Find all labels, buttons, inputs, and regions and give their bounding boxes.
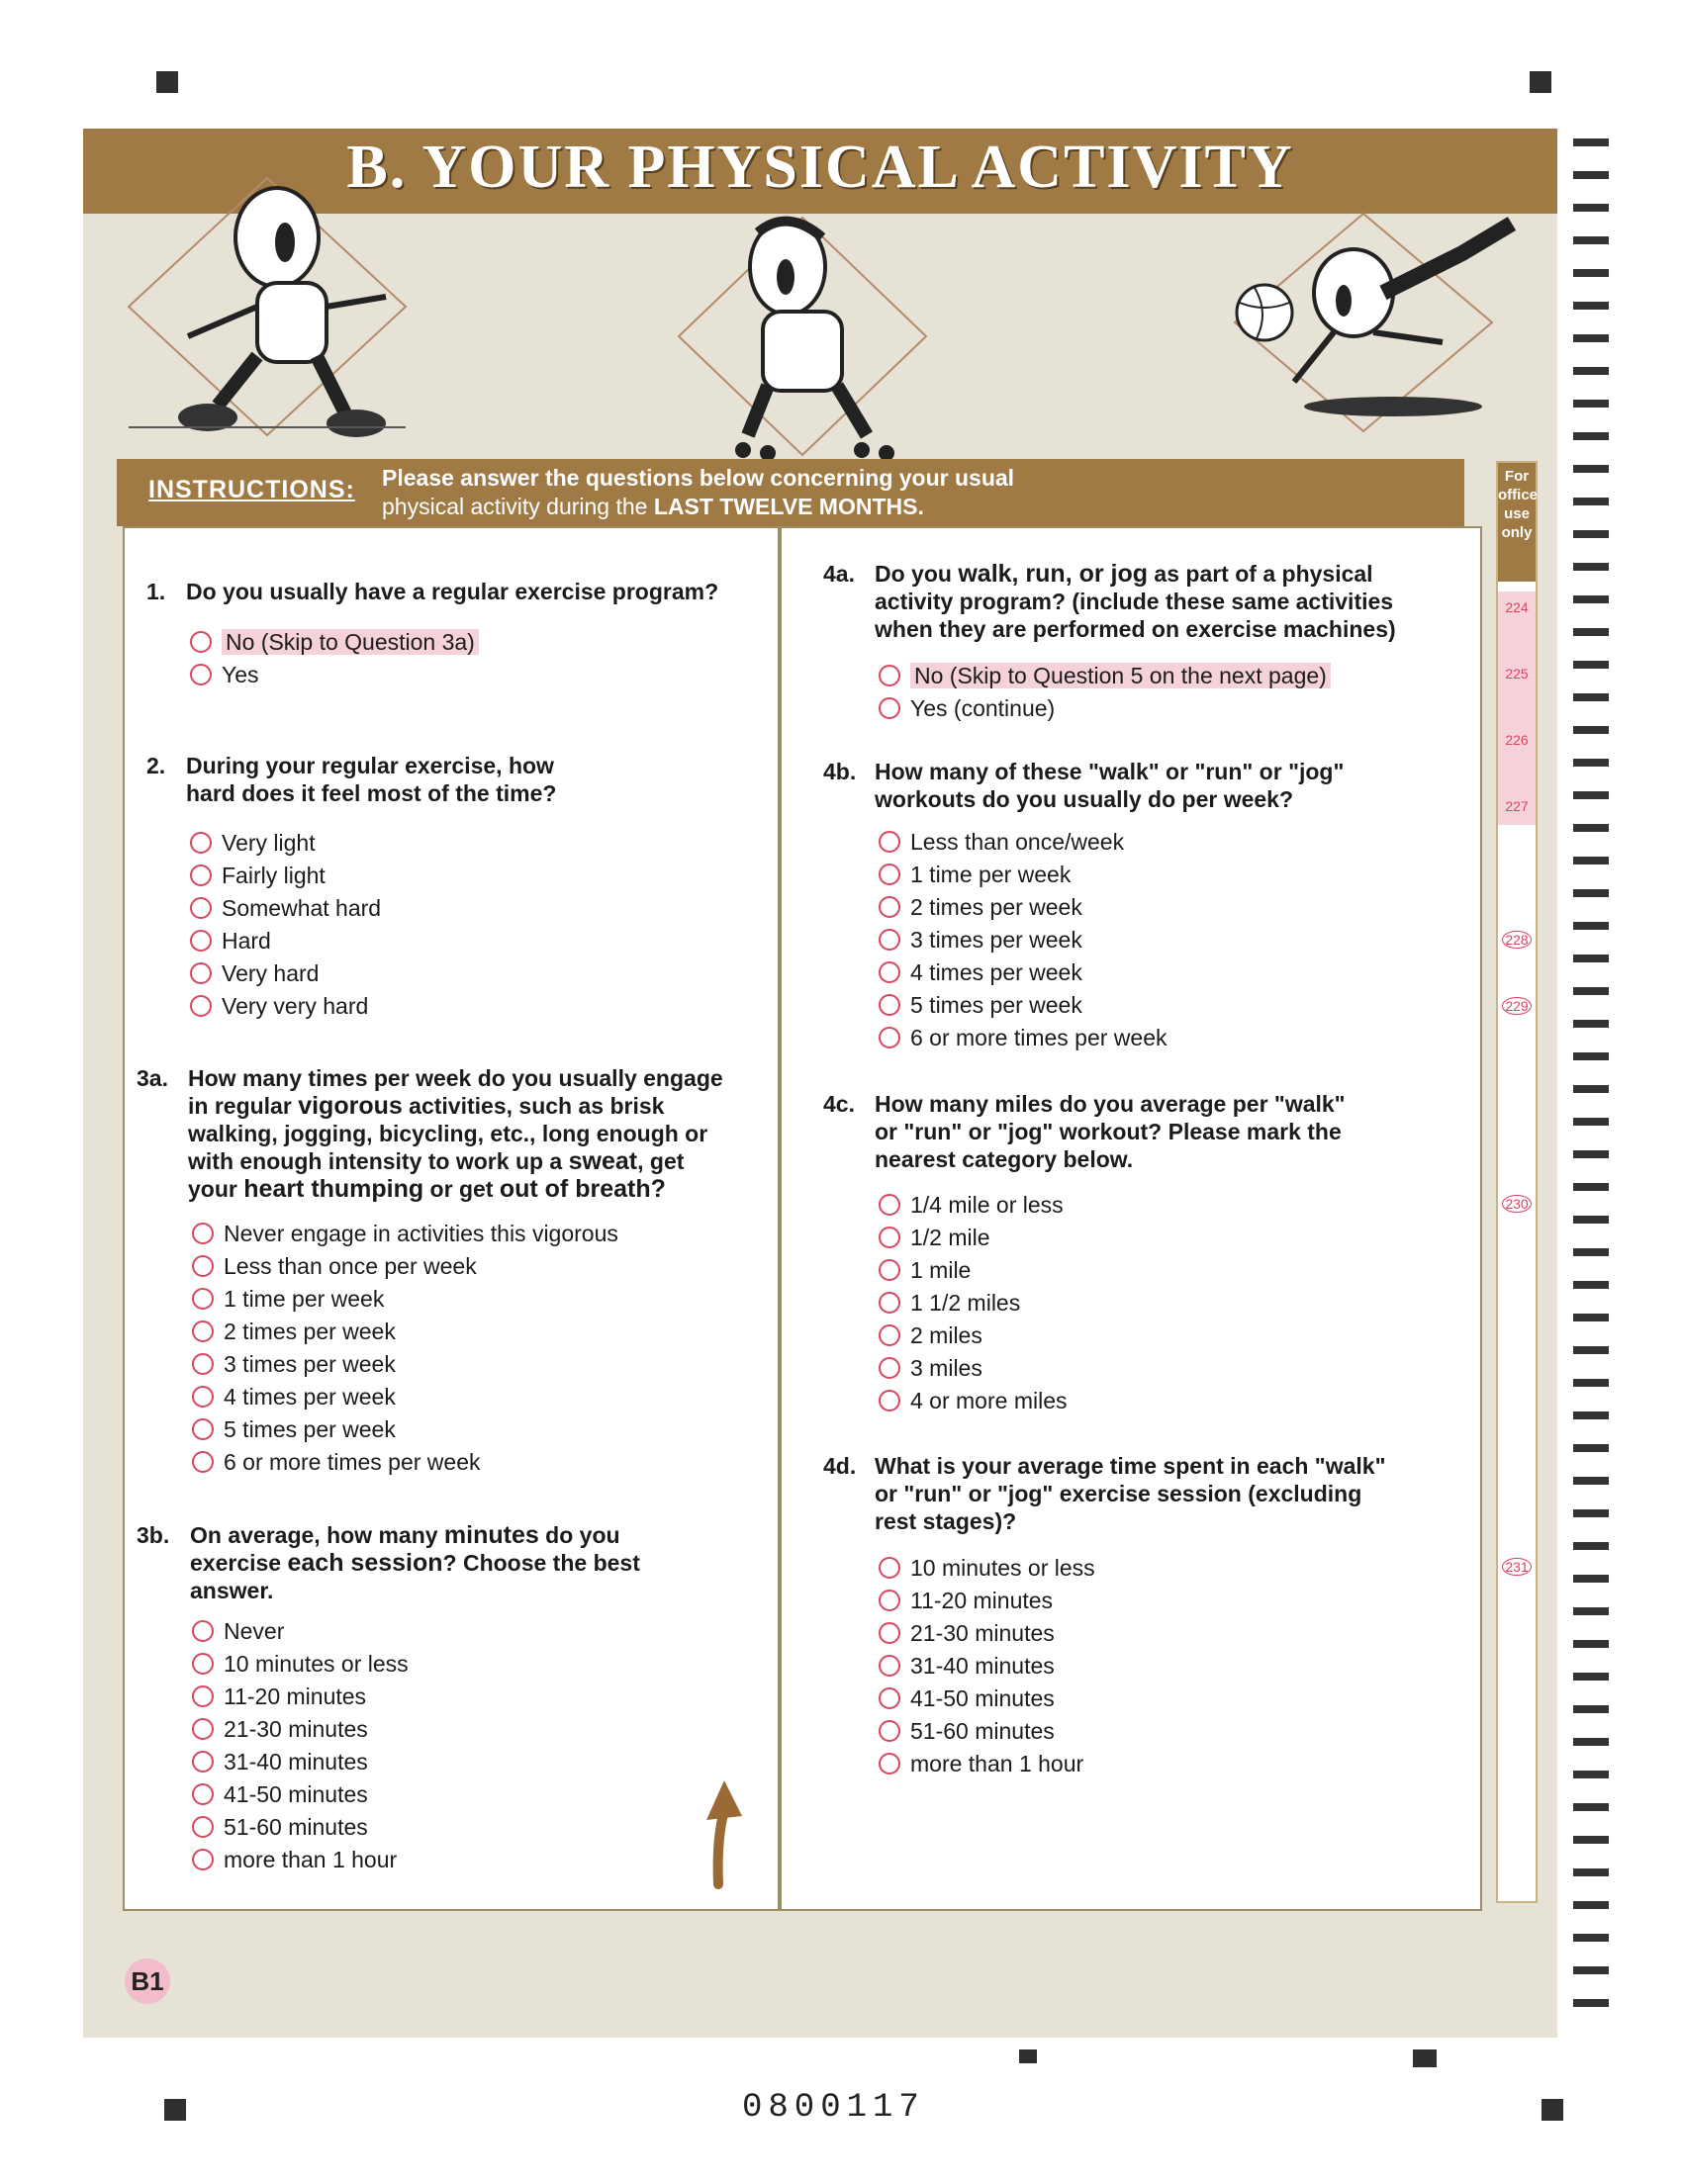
q3b-option[interactable] [192,1714,368,1744]
timing-mark [1573,1346,1609,1354]
option-label: 11-20 minutes [224,1684,367,1709]
question-number: 4d. [823,1453,857,1479]
q3b-option[interactable] [192,1779,368,1809]
instructions-line2 [382,493,1014,521]
q3a-option[interactable] [192,1219,618,1248]
office-code: 225 [1505,666,1529,682]
answer-bubble[interactable] [879,961,900,983]
answer-bubble[interactable] [879,1687,900,1709]
option-label: 3 times per week [224,1351,396,1377]
option-label: 1/4 mile or less [910,1192,1064,1218]
question-text-rest: does it feel most of the time? [234,780,557,806]
q1-option-no[interactable] [190,627,479,657]
answer-bubble[interactable] [879,994,900,1016]
option-label: 41-50 minutes [910,1685,1055,1711]
instructions-line1: Please answer the questions below concerning your usual [382,465,1015,491]
timing-mark [1573,1052,1609,1060]
timing-mark [1573,1999,1609,2007]
answer-bubble[interactable] [879,1227,900,1248]
option-label: 4 or more miles [910,1388,1068,1413]
timing-mark [1573,236,1609,244]
question-text-line: During your regular exercise, how [186,753,554,778]
option-label: 4 times per week [224,1384,396,1410]
option-label: 5 times per week [910,992,1082,1018]
q2-option[interactable] [190,828,316,858]
question-text-line: workouts do you usually do per week? [875,786,1294,812]
question-text-line: nearest category below. [875,1146,1134,1172]
timing-mark [1573,1966,1609,1974]
text: or get [423,1176,500,1202]
question-text-line [190,1521,640,1549]
option-label: 21-30 minutes [910,1620,1055,1646]
answer-bubble[interactable] [192,1718,214,1740]
timing-mark [1573,1771,1609,1778]
timing-mark [1573,1542,1609,1550]
option-label: more than 1 hour [910,1751,1084,1776]
option-label: 1 1/2 miles [910,1290,1021,1316]
timing-mark [1573,955,1609,962]
question-text-line [190,1549,640,1577]
timing-mark [1573,1183,1609,1191]
q3b-option[interactable] [192,1845,397,1874]
option-label: 10 minutes or less [224,1651,409,1677]
answer-bubble[interactable] [192,1620,214,1642]
answer-bubble[interactable] [192,1418,214,1440]
option-label: 10 minutes or less [910,1555,1095,1581]
office-highlight [1498,592,1536,825]
text: in regular [188,1093,299,1119]
option-label: Yes [222,662,259,687]
timing-mark [1573,1444,1609,1452]
option-label: 2 miles [910,1322,982,1348]
instructions-line2-prefix: physical activity during the [382,494,654,519]
timing-mark [1573,1314,1609,1321]
cartoon-walker-illustration [109,158,425,445]
question-text-line: when they are performed on exercise machines) [875,616,1396,642]
answer-bubble[interactable] [879,1622,900,1644]
answer-bubble[interactable] [879,929,900,951]
answer-bubble[interactable] [192,1320,214,1342]
timing-mark [1573,1020,1609,1028]
question-number: 1. [146,579,166,604]
office-code: 227 [1505,798,1529,814]
answer-bubble[interactable] [879,697,900,719]
option-label: 6 or more times per week [910,1025,1168,1050]
option-label: 51-60 minutes [910,1718,1055,1744]
q4d-option[interactable] [879,1651,1055,1681]
answer-bubble[interactable] [879,831,900,853]
answer-bubble[interactable] [879,1390,900,1411]
q4c-option[interactable] [879,1255,971,1285]
instructions-text [382,464,1014,521]
answer-bubble[interactable] [879,665,900,686]
option-label: Never engage in activities this vigorous [224,1221,618,1246]
question-text-line [188,1175,723,1203]
q3a-option[interactable] [192,1317,396,1346]
q4c-option[interactable] [879,1353,982,1383]
option-label: Less than once per week [224,1253,477,1279]
option-label: Yes (continue) [910,695,1056,721]
q3b-option[interactable] [192,1812,368,1842]
question-number: 4b. [823,759,857,784]
answer-bubble[interactable] [879,1259,900,1281]
option-label: 1 mile [910,1257,972,1283]
office-header-line: For [1504,468,1530,485]
answer-bubble[interactable] [190,962,212,984]
q4d-option[interactable] [879,1618,1055,1648]
emphasis: sweat [568,1147,638,1175]
q4c-option[interactable] [879,1288,1020,1318]
question-number: 4c. [823,1091,855,1117]
q3a-option[interactable] [192,1414,396,1444]
emphasis: out of breath? [499,1175,666,1203]
registration-mark-bottom-right [1542,2099,1563,2121]
question-text: Do you usually have a regular exercise program? [186,579,719,604]
registration-mark-bottom-center [1019,2049,1037,2063]
text: exercise [190,1550,288,1576]
option-label: Very hard [222,960,320,986]
answer-bubble[interactable] [192,1816,214,1838]
answer-bubble[interactable] [192,1223,214,1244]
registration-mark-top-left [156,71,178,93]
timing-mark [1573,1868,1609,1876]
office-header-line: use [1504,505,1530,522]
timing-mark [1573,1934,1609,1942]
q4b-option[interactable] [879,827,1124,857]
timing-mark [1573,334,1609,342]
q3b-option[interactable] [192,1649,409,1679]
up-arrow-icon [699,1780,748,1889]
timing-mark [1573,530,1609,538]
timing-mark [1573,1411,1609,1419]
option-label: Very very hard [222,993,369,1019]
option-label: 41-50 minutes [224,1781,368,1807]
cartoon-skater-illustration [669,198,936,465]
answer-bubble[interactable] [192,1849,214,1870]
text: do you [538,1522,620,1548]
office-code-text: 230 [1502,1195,1531,1213]
option-label: No (Skip to Question 5 on the next page) [910,663,1331,688]
timing-mark [1573,367,1609,375]
q4b-option[interactable] [879,990,1082,1020]
q4d-option[interactable] [879,1749,1083,1778]
answer-bubble[interactable] [879,1357,900,1379]
q1-option-yes[interactable] [190,660,259,689]
answer-bubble[interactable] [879,864,900,885]
option-label: Somewhat hard [222,895,382,921]
q4d-option[interactable] [879,1553,1095,1583]
question-text-line: activity program? (include these same activities [875,589,1394,614]
timing-mark [1573,432,1609,440]
question-text-line [188,1147,723,1175]
option-label: 11-20 minutes [910,1588,1054,1613]
option-label: No (Skip to Question 3a) [222,629,479,655]
answer-bubble[interactable] [190,631,212,653]
answer-bubble[interactable] [192,1255,214,1277]
page-badge: B1 [125,1958,170,2004]
emphasis: minutes [443,1521,539,1549]
timing-mark [1573,171,1609,179]
timing-mark [1573,1836,1609,1844]
timing-mark [1573,595,1609,603]
timing-mark [1573,1379,1609,1387]
timing-mark [1573,628,1609,636]
q4d-option[interactable] [879,1684,1055,1713]
timing-mark [1573,987,1609,995]
office-code [1498,932,1536,948]
timing-mark [1573,857,1609,864]
question-number: 2. [146,753,166,778]
timing-mark [1573,1673,1609,1681]
office-code: 224 [1505,599,1529,615]
option-label: Very light [222,830,316,856]
page-title: B. YOUR PHYSICAL ACTIVITY [346,134,1294,201]
question-number: 3b. [137,1522,170,1548]
answer-bubble[interactable] [192,1451,214,1473]
q3a-option[interactable] [192,1284,384,1314]
timing-mark [1573,1150,1609,1158]
q3a-option[interactable] [192,1447,480,1477]
timing-mark [1573,759,1609,767]
office-code [1498,1196,1536,1212]
answer-bubble[interactable] [190,897,212,919]
text: as part of a physical [1148,561,1373,587]
q3b-option[interactable] [192,1747,368,1776]
answer-bubble[interactable] [192,1751,214,1773]
option-label: 3 miles [910,1355,982,1381]
instructions-label: INSTRUCTIONS: [148,476,355,503]
answer-bubble[interactable] [192,1685,214,1707]
option-label: 4 times per week [910,959,1082,985]
option-label: 5 times per week [224,1416,396,1442]
option-label: 31-40 minutes [224,1749,368,1774]
q4c-option[interactable] [879,1190,1064,1220]
office-use-header [1498,463,1539,582]
option-label: 1 time per week [224,1286,385,1312]
text: with enough intensity to work up a [188,1148,569,1174]
question-text-line: rest stages)? [875,1508,1017,1534]
emphasis: vigorous [298,1092,403,1120]
q2-option[interactable] [190,958,319,988]
answer-bubble[interactable] [190,930,212,952]
office-code [1498,998,1536,1014]
option-label: 6 or more times per week [224,1449,481,1475]
timing-mark [1573,922,1609,930]
answer-bubble[interactable] [879,1027,900,1048]
timing-mark [1573,1738,1609,1746]
text: , get [637,1148,685,1174]
answer-bubble[interactable] [879,1292,900,1314]
q4b-option[interactable] [879,957,1082,987]
timing-mark [1573,400,1609,408]
answer-bubble[interactable] [192,1386,214,1408]
emphasis: walk, run, or jog [958,560,1149,588]
text: On average, how many [190,1522,444,1548]
option-label: 1 time per week [910,862,1072,887]
option-label: 51-60 minutes [224,1814,368,1840]
question-text-line: What is your average time spent in each "walk" [875,1453,1386,1479]
q2-option[interactable] [190,893,381,923]
office-code-text: 231 [1502,1558,1531,1576]
answer-bubble[interactable] [190,995,212,1017]
question-text-line: or "run" or "jog" exercise session (excluding [875,1481,1362,1506]
q4b-option[interactable] [879,925,1082,955]
timing-mark [1573,1248,1609,1256]
timing-mark [1573,824,1609,832]
timing-mark [1573,1705,1609,1713]
timing-mark [1573,1509,1609,1517]
q3b-option[interactable] [192,1682,366,1711]
question-text-line: How many of these "walk" or "run" or "jog" [875,759,1345,784]
office-header-line: only [1501,524,1533,541]
timing-mark [1573,1281,1609,1289]
registration-mark-bottom-left [164,2099,186,2121]
office-header-line: office [1498,487,1539,503]
answer-bubble[interactable] [879,1557,900,1579]
text: your [188,1176,244,1202]
question-text-line: answer. [190,1578,274,1603]
q4b-option[interactable] [879,1023,1167,1052]
option-label: 31-40 minutes [910,1653,1055,1679]
timing-mark [1573,726,1609,734]
q2-option[interactable] [190,861,326,890]
office-code: 226 [1505,732,1529,748]
serial-number: 0800117 [742,2089,925,2127]
option-label: Never [224,1618,285,1644]
q4c-option[interactable] [879,1320,982,1350]
question-text-line [188,1092,723,1120]
question-text-line: How many miles do you average per "walk" [875,1091,1346,1117]
option-label: Less than once/week [910,829,1125,855]
office-code-text: 229 [1502,997,1531,1015]
option-label: 2 times per week [224,1319,396,1344]
text: activities, such as brisk [402,1093,665,1119]
emphasis: heart thumping [243,1175,424,1203]
option-label: 21-30 minutes [224,1716,368,1742]
option-label: Hard [222,928,271,954]
answer-bubble[interactable] [190,664,212,685]
timing-mark [1573,1640,1609,1648]
timing-mark [1573,1216,1609,1224]
registration-mark-bottom-center-right [1413,2049,1437,2067]
question-number: 3a. [137,1065,168,1091]
q2-option[interactable] [190,991,368,1021]
emphasis: hard [186,780,235,806]
option-label: more than 1 hour [224,1847,398,1872]
timing-mark [1573,1575,1609,1583]
text: Do you [875,561,959,587]
cartoon-volleyball-illustration [1195,194,1542,441]
timing-mark [1573,791,1609,799]
q3a-option[interactable] [192,1251,477,1281]
timing-mark [1573,465,1609,473]
office-code [1498,1559,1536,1575]
q4d-option[interactable] [879,1716,1055,1746]
timing-mark [1573,204,1609,212]
q3a-option[interactable] [192,1382,396,1411]
answer-bubble[interactable] [879,1194,900,1216]
timing-mark [1573,1901,1609,1909]
answer-bubble[interactable] [192,1353,214,1375]
timing-mark [1573,889,1609,897]
answer-bubble[interactable] [879,1324,900,1346]
instructions-line2-bold: LAST TWELVE MONTHS. [653,494,924,519]
timing-mark [1573,1607,1609,1615]
question-text-line: or "run" or "jog" workout? Please mark the [875,1119,1342,1144]
q4a-option-yes[interactable] [879,693,1055,723]
q3a-option[interactable] [192,1349,396,1379]
text: ? Choose the best [442,1550,640,1576]
question-text-line: How many times per week do you usually engage [188,1065,723,1091]
answer-bubble[interactable] [879,896,900,918]
option-label: Fairly light [222,863,326,888]
q4a-option-no[interactable] [879,661,1331,690]
answer-bubble[interactable] [879,1753,900,1774]
timing-mark [1573,1477,1609,1485]
answer-bubble[interactable] [879,1655,900,1677]
answer-bubble[interactable] [190,864,212,886]
q3b-option[interactable] [192,1616,284,1646]
timing-mark [1573,498,1609,505]
timing-mark [1573,693,1609,701]
answer-bubble[interactable] [192,1653,214,1675]
q4b-option[interactable] [879,892,1082,922]
answer-bubble[interactable] [879,1720,900,1742]
question-text-line [875,560,1396,588]
timing-mark [1573,302,1609,310]
option-label: 3 times per week [910,927,1082,953]
q4d-option[interactable] [879,1586,1053,1615]
q4c-option[interactable] [879,1386,1067,1415]
registration-mark-top-right [1530,71,1551,93]
option-label: 1/2 mile [910,1225,990,1250]
timing-mark [1573,269,1609,277]
answer-bubble[interactable] [190,832,212,854]
emphasis: each session [287,1549,443,1577]
answer-bubble[interactable] [192,1783,214,1805]
timing-mark [1573,563,1609,571]
timing-mark [1573,1118,1609,1126]
answer-bubble[interactable] [192,1288,214,1310]
timing-mark [1573,661,1609,669]
q4b-option[interactable] [879,860,1071,889]
timing-mark [1573,1085,1609,1093]
timing-mark [1573,138,1609,146]
answer-bubble[interactable] [879,1590,900,1611]
q4c-option[interactable] [879,1223,990,1252]
question-text-line: walking, jogging, bicycling, etc., long enough or [188,1121,708,1146]
q2-option[interactable] [190,926,271,956]
timing-mark [1573,1803,1609,1811]
office-code-text: 228 [1502,931,1531,949]
option-label: 2 times per week [910,894,1082,920]
timing-marks [1573,138,1609,2032]
question-number: 4a. [823,561,855,587]
question-text-line [186,779,556,807]
